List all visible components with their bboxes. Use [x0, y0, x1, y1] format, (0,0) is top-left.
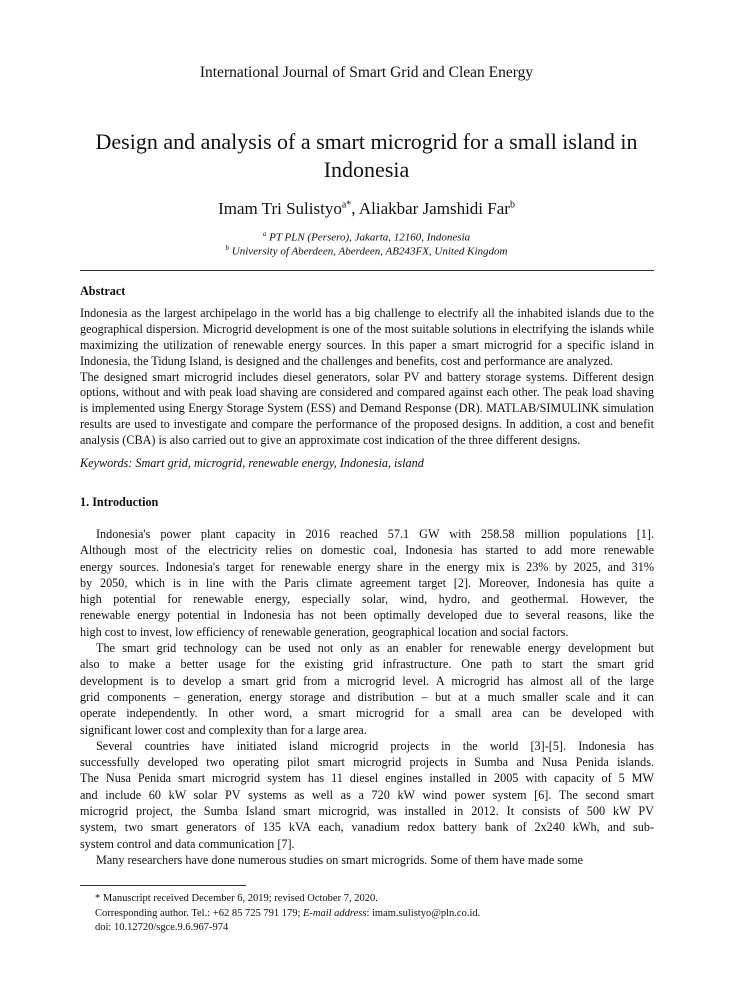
- authors: [0, 199, 733, 219]
- text-line: Indonesia as the largest archipelago in the world has a big challenge to electrify all the inhabited islands due to the: [80, 306, 654, 320]
- affiliation-sup: b: [225, 244, 230, 252]
- text-line: The smart grid technology can be used not only as an enabler for renewable energy development but: [96, 641, 654, 656]
- text-line: and include 60 kW solar PV systems as well as a 720 kW wind power system [6]. The second smart: [80, 787, 654, 802]
- abstract-heading: Abstract: [80, 284, 126, 298]
- journal-name: International Journal of Smart Grid and Clean Energy: [199, 64, 534, 81]
- text-line: successfully developed two operating pilot smart microgrid projects in Sumba and Nusa Penida islands.: [80, 755, 654, 770]
- text-line: The Nusa Penida smart microgrid system has 11 diesel engines installed in 2005 with capacity of 5 MW: [80, 771, 654, 786]
- text-line: operate independently. In other word, a smart microgrid for a small area can be developed with: [80, 706, 654, 721]
- text-line: development is to develop a smart grid from a microgrid level. A microgrid has almost all of the large: [80, 673, 654, 688]
- header-divider: [80, 270, 654, 271]
- affiliation-text: University of Aberdeen, Aberdeen, AB243FX, United Kingdom: [231, 245, 508, 258]
- abstract-body: [80, 306, 654, 449]
- text-line: renewable energy potential in Indonesia has not been optimally developed due to several reasons, like the: [80, 608, 654, 623]
- text-line: results are used to investigate and compare the performance of the proposed designs. In addition, a cost and benefit: [80, 417, 654, 432]
- text-line: Many researchers have done numerous studies on smart microgrids. Some of them have made some: [96, 852, 584, 867]
- affiliation: [0, 244, 733, 258]
- paper-title: [70, 128, 663, 184]
- title-line: Indonesia: [323, 157, 410, 182]
- text-line: is implemented using Energy Storage System (ESS) and Demand Response (DR). MATLAB/SIMULINK simulation: [80, 401, 654, 416]
- footnote-email: : imam.sulistyo@pln.co.id.: [366, 907, 481, 919]
- text-line: high cost to invest, low efficiency of renewable generation, geographical location and social factors.: [80, 624, 569, 639]
- footnote-corresponding: [95, 907, 480, 922]
- text-line: system control and data communication [7].: [80, 836, 295, 851]
- text-line: grid components – generation, energy storage and distribution – but at a much smaller scale and it can: [80, 689, 654, 704]
- text-line: The designed smart microgrid includes diesel generators, solar PV and battery storage systems. Different design: [80, 369, 654, 384]
- text-line: Although most of the electricity relies on domestic coal, Indonesia has started to add more renewable: [80, 543, 654, 558]
- text-line: options, without and with peak load shaving are considered and compared against each other. The peak load shaving: [80, 385, 654, 400]
- keywords: Keywords: Smart grid, microgrid, renewable energy, Indonesia, island: [80, 456, 424, 470]
- author-separator: ,: [351, 199, 359, 218]
- text-line: maximizing the utilization of renewable energy sources. In this paper a smart microgrid for a specific island in: [80, 337, 654, 352]
- text-line: by 2050, which is in line with the Paris climate agreement target [2]. Moreover, Indonesia has quite a: [80, 575, 654, 590]
- title-line: Design and analysis of a smart microgrid for a small island in: [95, 129, 638, 154]
- author-sup: b: [509, 199, 515, 211]
- affiliation-sup: a: [262, 230, 267, 238]
- footnotes: [95, 892, 480, 936]
- author-sup: a*: [341, 199, 352, 211]
- text-line: Several countries have initiated island microgrid projects in the world [3]-[5]. Indonesia has: [96, 738, 654, 753]
- footnote-manuscript: * Manuscript received December 6, 2019; revised October 7, 2020.: [95, 893, 378, 904]
- text-line: geographical dispersion. Microgrid development is one of the most suitable solutions in electrifying the islands while: [80, 321, 654, 336]
- text-line: system, two smart generators of 135 kVA each, vanadium redox battery bank of 2x240 kWh, and sub-: [80, 820, 654, 835]
- footnote-email-label: E-mail address: [302, 907, 367, 919]
- text-line: Indonesia, the Tidung Island, is designed and the challenges and benefits, cost and performance are analyzed.: [80, 353, 614, 368]
- text-line: energy sources. Indonesia's target for renewable energy share in the energy mix is 23% by 2025, and 31%: [80, 559, 654, 574]
- section-heading: 1. Introduction: [80, 495, 159, 509]
- text-line: significant lower cost and complexity than for a large area.: [80, 722, 367, 737]
- text-line: microgrid project, the Sumba Island smart microgrid, was installed in 2012. It consists of 500 kW PV: [80, 804, 654, 819]
- author-name: Imam Tri Sulistyo: [218, 199, 342, 218]
- author-name: Aliakbar Jamshidi Far: [358, 199, 510, 218]
- footnote-doi: doi: 10.12720/sgce.9.6.967-974: [95, 922, 229, 933]
- introduction-body: [80, 526, 654, 868]
- footnote-divider: [80, 885, 246, 886]
- text-line: analysis (CBA) is also carried out to give an approximate cost indication of the three different designs.: [80, 433, 581, 448]
- text-line: Indonesia's power plant capacity in 2016 reached 57.1 GW with 258.58 million populations [1].: [96, 527, 654, 541]
- affiliation: [0, 230, 733, 244]
- footnote-text: Corresponding author. Tel.: +62 85 725 791 179;: [95, 907, 303, 919]
- text-line: also to make a better usage for the existing grid infrastructure. One path to start the smart grid: [80, 657, 654, 672]
- affiliation-text: PT PLN (Persero), Jakarta, 12160, Indonesia: [269, 231, 471, 244]
- text-line: high potential for renewable energy, especially solar, wind, hydro, and geothermal. However, the: [80, 592, 654, 607]
